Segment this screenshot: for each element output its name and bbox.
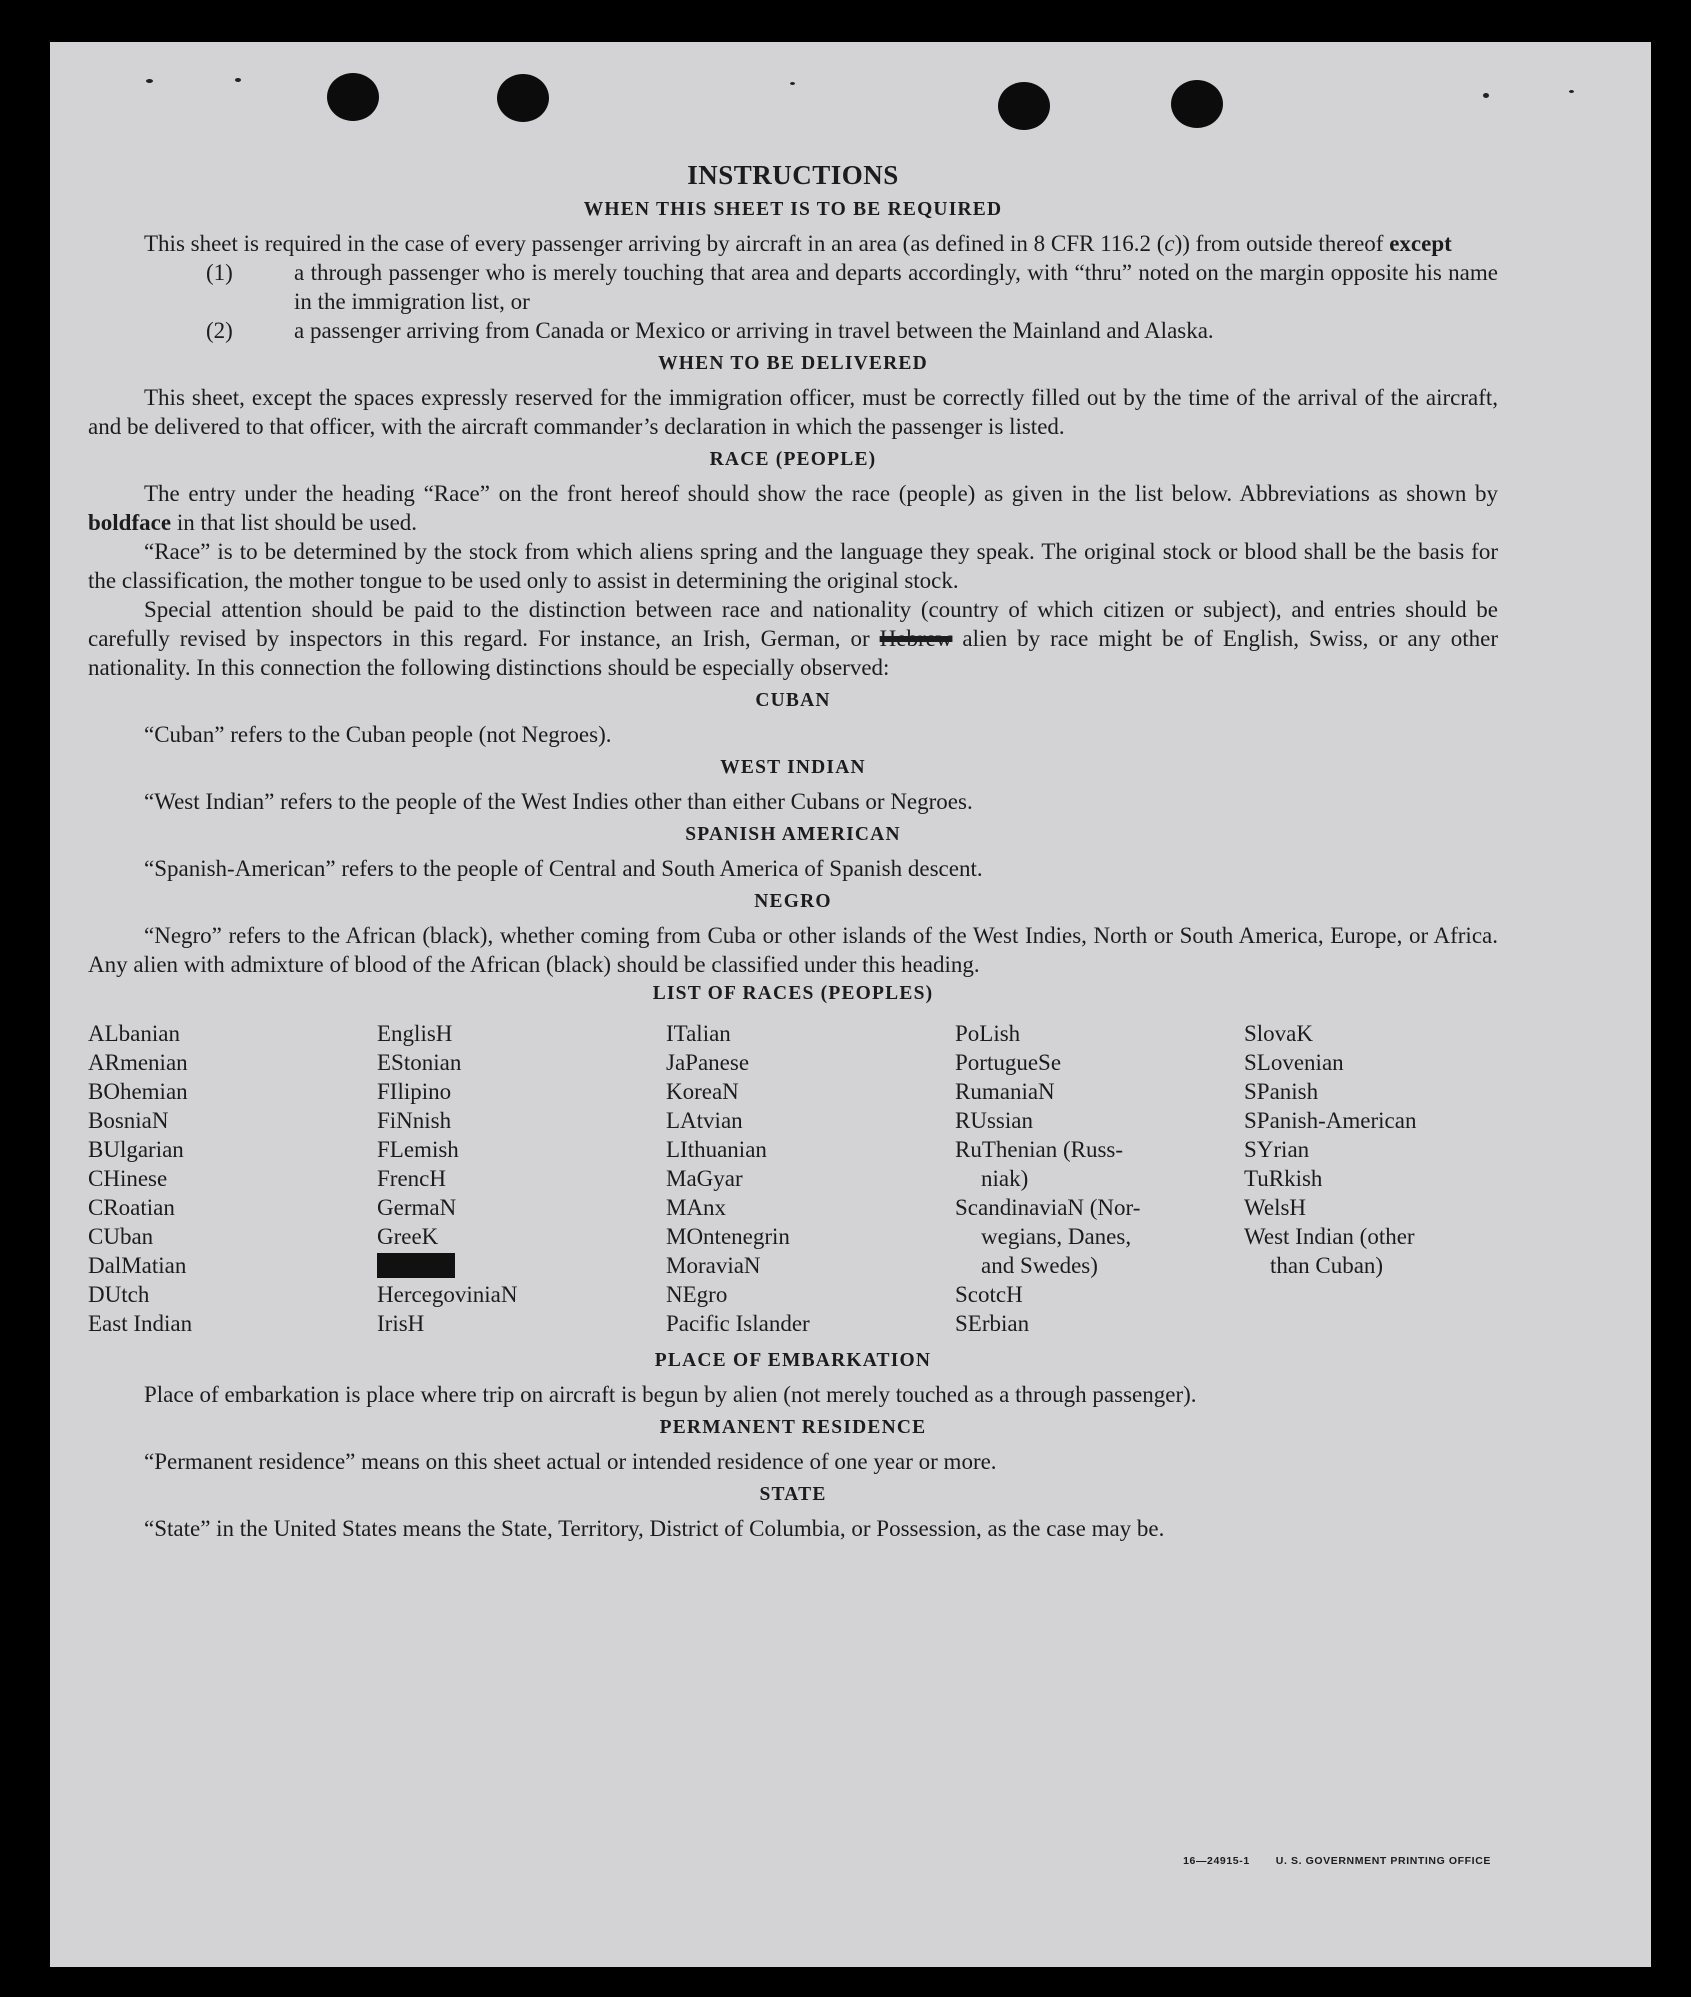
race-entry: CHinese bbox=[88, 1166, 168, 1191]
instructions-content bbox=[88, 160, 1498, 1543]
section-heading-delivered: WHEN TO BE DELIVERED bbox=[658, 353, 928, 374]
race-entry: TuRkish bbox=[1244, 1166, 1323, 1191]
state-text: “State” in the United States means the State, Territory, District of Columbia, or Possession, as the case may be. bbox=[144, 1516, 1165, 1541]
race-entry: MaGyar bbox=[666, 1166, 743, 1191]
race-entry: ScandinaviaN (Nor- bbox=[955, 1195, 1141, 1220]
race-entry: SErbian bbox=[955, 1311, 1030, 1336]
race-entry: DalMatian bbox=[88, 1253, 187, 1278]
exception-item-2 bbox=[88, 316, 1498, 345]
punch-hole bbox=[327, 73, 379, 121]
race-entry: Pacific Islander bbox=[666, 1311, 810, 1336]
residence-text: “Permanent residence” means on this sheet actual or intended residence of one year or more. bbox=[144, 1449, 997, 1474]
form-footer bbox=[1183, 1855, 1491, 1867]
race-entry: FiNnish bbox=[377, 1108, 452, 1133]
race-entry: GreeK bbox=[377, 1224, 439, 1249]
race-entry-continued: and Swedes) bbox=[981, 1253, 1098, 1278]
section-heading-west-indian: WEST INDIAN bbox=[720, 757, 866, 778]
race-entry: ALbanian bbox=[88, 1021, 180, 1046]
race-entry: DUtch bbox=[88, 1282, 150, 1307]
race-entry: JaPanese bbox=[666, 1050, 750, 1075]
race-entry: West Indian (other bbox=[1244, 1224, 1415, 1249]
race-entry: PortugueSe bbox=[955, 1050, 1062, 1075]
races-column-4 bbox=[955, 1019, 1244, 1338]
race-entry: LAtvian bbox=[666, 1108, 743, 1133]
race-entry: EStonian bbox=[377, 1050, 462, 1075]
section-heading-negro: NEGRO bbox=[754, 891, 832, 912]
section-heading-state: STATE bbox=[759, 1484, 827, 1505]
printer-imprint: U. S. GOVERNMENT PRINTING OFFICE bbox=[1275, 1855, 1491, 1867]
race-entry: KoreaN bbox=[666, 1079, 739, 1104]
race-entry-continued: niak) bbox=[981, 1166, 1029, 1191]
race-entry: LIthuanian bbox=[666, 1137, 767, 1162]
race-entry: MoraviaN bbox=[666, 1253, 761, 1278]
cuban-text: “Cuban” refers to the Cuban people (not Negroes). bbox=[144, 722, 612, 747]
required-intro-text: This sheet is required in the case of every passenger arriving by aircraft in an area (as defined in 8 CFR 116.2 ( bbox=[144, 231, 1165, 256]
race-entry: ScotcH bbox=[955, 1282, 1023, 1307]
punch-hole bbox=[1171, 80, 1223, 128]
punch-hole bbox=[998, 82, 1050, 130]
section-heading-list-of-races: LIST OF RACES (PEOPLES) bbox=[652, 983, 934, 1004]
race-entry: CUban bbox=[88, 1224, 154, 1249]
section-heading-residence: PERMANENT RESIDENCE bbox=[659, 1417, 927, 1438]
race-p3-text-2: alien by race might be of English, Swiss, or any other nationality. In this connection the following distinctions should be especially observed: bbox=[88, 626, 1498, 680]
races-list bbox=[88, 1019, 1498, 1338]
west-indian-text: “West Indian” refers to the people of the West Indies other than either Cubans or Negroes. bbox=[144, 789, 973, 814]
dust-speck bbox=[235, 78, 241, 82]
redacted-race-entry bbox=[377, 1251, 666, 1280]
race-entry: PoLish bbox=[955, 1021, 1021, 1046]
required-intro-text-2: )) from outside thereof bbox=[1174, 231, 1390, 256]
race-entry: RumaniaN bbox=[955, 1079, 1055, 1104]
race-entry: FIlipino bbox=[377, 1079, 452, 1104]
race-entry: MAnx bbox=[666, 1195, 727, 1220]
race-entry: ARmenian bbox=[88, 1050, 188, 1075]
races-column-5 bbox=[1244, 1019, 1504, 1338]
race-entry: BosniaN bbox=[88, 1108, 169, 1133]
race-entry: FLemish bbox=[377, 1137, 459, 1162]
race-p3-text: Special attention should be paid to the distinction between race and nationality (country of which citizen or subject), and entries should be carefully revised by inspectors in this regard. For instance, an Irish, German, or bbox=[88, 597, 1498, 651]
race-entry: CRoatian bbox=[88, 1195, 175, 1220]
race-p1-text-2: in that list should be used. bbox=[171, 510, 418, 535]
section-heading-embarkation: PLACE OF EMBARKATION bbox=[654, 1350, 932, 1371]
race-entry: WelsH bbox=[1244, 1195, 1307, 1220]
race-entry: GermaN bbox=[377, 1195, 457, 1220]
page-title: INSTRUCTIONS bbox=[687, 160, 899, 190]
required-intro bbox=[88, 229, 1498, 258]
delivered-text: This sheet, except the spaces expressly reserved for the immigration officer, must be correctly filled out by the time of the arrival of the aircraft, and be delivered to that officer, with the aircraft commander’s declaration in which the passenger is listed. bbox=[88, 385, 1498, 439]
exception-number: (1) bbox=[206, 260, 233, 285]
race-entry: IrisH bbox=[377, 1311, 425, 1336]
embarkation-text: Place of embarkation is place where trip on aircraft is begun by alien (not merely touched as a through passenger). bbox=[144, 1382, 1197, 1407]
race-entry: FrencH bbox=[377, 1166, 446, 1191]
race-entry: ITalian bbox=[666, 1021, 731, 1046]
races-column-2 bbox=[377, 1019, 666, 1338]
punch-hole bbox=[497, 74, 549, 122]
races-column-1 bbox=[88, 1019, 377, 1338]
dust-speck bbox=[146, 79, 153, 83]
race-entry: NEgro bbox=[666, 1282, 728, 1307]
race-paragraph-3 bbox=[88, 595, 1498, 682]
negro-text: “Negro” refers to the African (black), whether coming from Cuba or other islands of the West Indies, North or South America, Europe, or Africa. Any alien with admixture of blood of the African (black) should be classified under this heading. bbox=[88, 923, 1498, 977]
race-entry: RUssian bbox=[955, 1108, 1033, 1133]
dust-speck bbox=[1483, 93, 1489, 98]
exception-text: a through passenger who is merely touching that area and departs accordingly, with “thru” noted on the margin opposite his name in the immigration list, or bbox=[294, 260, 1498, 314]
race-entry-continued: than Cuban) bbox=[1270, 1253, 1384, 1278]
race-p1-boldface: boldface bbox=[88, 510, 172, 535]
race-entry: HercegoviniaN bbox=[377, 1282, 518, 1307]
exception-item-1 bbox=[88, 258, 1498, 316]
race-entry: SPanish bbox=[1244, 1079, 1319, 1104]
dust-speck bbox=[790, 82, 795, 85]
section-heading-cuban: CUBAN bbox=[755, 690, 831, 711]
section-heading-race: RACE (PEOPLE) bbox=[709, 449, 877, 470]
form-number: 16—24915-1 bbox=[1183, 1855, 1250, 1867]
race-entry: RuThenian (Russ- bbox=[955, 1137, 1124, 1162]
section-heading-required: WHEN THIS SHEET IS TO BE REQUIRED bbox=[583, 199, 1003, 220]
races-column-3 bbox=[666, 1019, 955, 1338]
exception-number: (2) bbox=[206, 318, 233, 343]
race-paragraph-1 bbox=[88, 479, 1498, 537]
race-entry: SLovenian bbox=[1244, 1050, 1344, 1075]
dust-speck bbox=[1569, 90, 1574, 93]
race-entry: SYrian bbox=[1244, 1137, 1310, 1162]
race-entry: SPanish-American bbox=[1244, 1108, 1417, 1133]
race-entry-continued: wegians, Danes, bbox=[981, 1224, 1132, 1249]
spanish-american-text: “Spanish-American” refers to the people of Central and South America of Spanish descent. bbox=[144, 856, 983, 881]
document-sheet bbox=[50, 42, 1651, 1967]
race-paragraph-2: “Race” is to be determined by the stock from which aliens spring and the language they speak. The original stock or blood shall be the basis for the classification, the mother tongue to be used only to assist in determining the original stock. bbox=[88, 539, 1498, 593]
required-intro-paragraph-letter: c bbox=[1164, 231, 1175, 256]
exception-text: a passenger arriving from Canada or Mexico or arriving in travel between the Mainland and Alaska. bbox=[294, 318, 1214, 343]
race-entry: BOhemian bbox=[88, 1079, 188, 1104]
race-entry: BUlgarian bbox=[88, 1137, 184, 1162]
race-entry: SlovaK bbox=[1244, 1021, 1313, 1046]
race-entry: East Indian bbox=[88, 1311, 193, 1336]
section-heading-spanish-american: SPANISH AMERICAN bbox=[685, 824, 901, 845]
redaction-mark: HebreW bbox=[377, 1253, 455, 1278]
struck-out-word: Hebrew bbox=[879, 626, 953, 651]
race-entry: EnglisH bbox=[377, 1021, 453, 1046]
race-p1-text: The entry under the heading “Race” on the front hereof should show the race (people) as given in the list below. Abbreviations as shown by bbox=[144, 481, 1498, 506]
race-entry: MOntenegrin bbox=[666, 1224, 790, 1249]
required-intro-except: except bbox=[1389, 231, 1452, 256]
